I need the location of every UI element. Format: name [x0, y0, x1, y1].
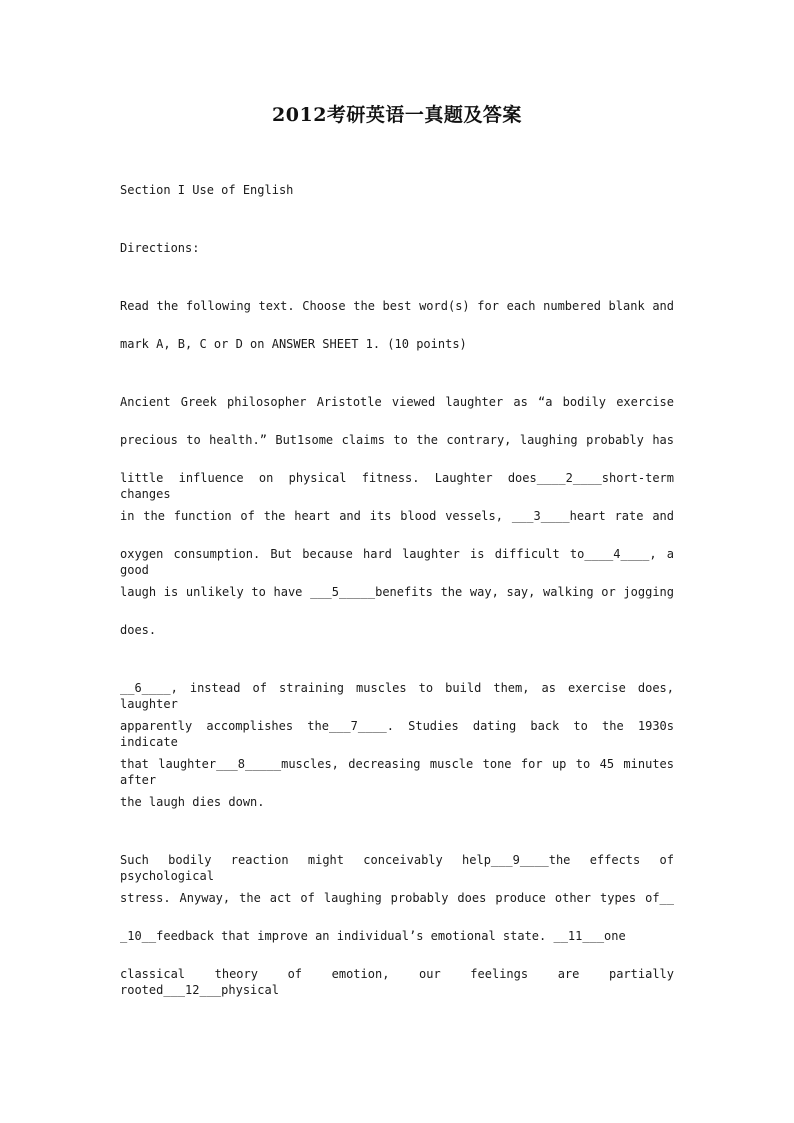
paragraph-line: __6____, instead of straining muscles to build them, as exercise does, laughter: [120, 681, 674, 711]
directions-label: Directions:: [120, 241, 200, 255]
paragraph-line: Such bodily reaction might conceivably help___9____the effects of psychological: [120, 853, 674, 883]
instruction-line: Read the following text. Choose the best word(s) for each numbered blank and: [120, 299, 674, 313]
paragraph-line: the laugh dies down.: [120, 795, 265, 809]
paragraph-line: oxygen consumption. But because hard laughter is difficult to____4____, a good: [120, 547, 674, 577]
paragraph-line: apparently accomplishes the___7____. Studies dating back to the 1930s indicate: [120, 719, 674, 749]
paragraph-line: that laughter___8_____muscles, decreasing muscle tone for up to 45 minutes after: [120, 757, 674, 787]
instruction-line: mark A, B, C or D on ANSWER SHEET 1. (10 points): [120, 337, 467, 351]
paragraph-line: little influence on physical fitness. Laughter does____2____short-term changes: [120, 471, 674, 501]
document-title: 2012考研英语一真题及答案: [272, 104, 522, 126]
paragraph-line: Ancient Greek philosopher Aristotle viewed laughter as “a bodily exercise: [120, 395, 674, 409]
paragraph-line: in the function of the heart and its blood vessels, ___3____heart rate and: [120, 509, 674, 523]
section-heading: Section I Use of English: [120, 183, 294, 197]
paragraph-line: stress. Anyway, the act of laughing probably does produce other types of__: [120, 891, 674, 905]
paragraph-line: classical theory of emotion, our feelings are partially rooted___12___physical: [120, 967, 674, 997]
paragraph-line: precious to health.” But1some claims to the contrary, laughing probably has: [120, 433, 674, 447]
paragraph-line: laugh is unlikely to have ___5_____benefits the way, say, walking or jogging: [120, 585, 674, 599]
paragraph-line: _10__feedback that improve an individual’s emotional state. __11___one: [120, 929, 626, 943]
paragraph-line: does.: [120, 623, 157, 637]
